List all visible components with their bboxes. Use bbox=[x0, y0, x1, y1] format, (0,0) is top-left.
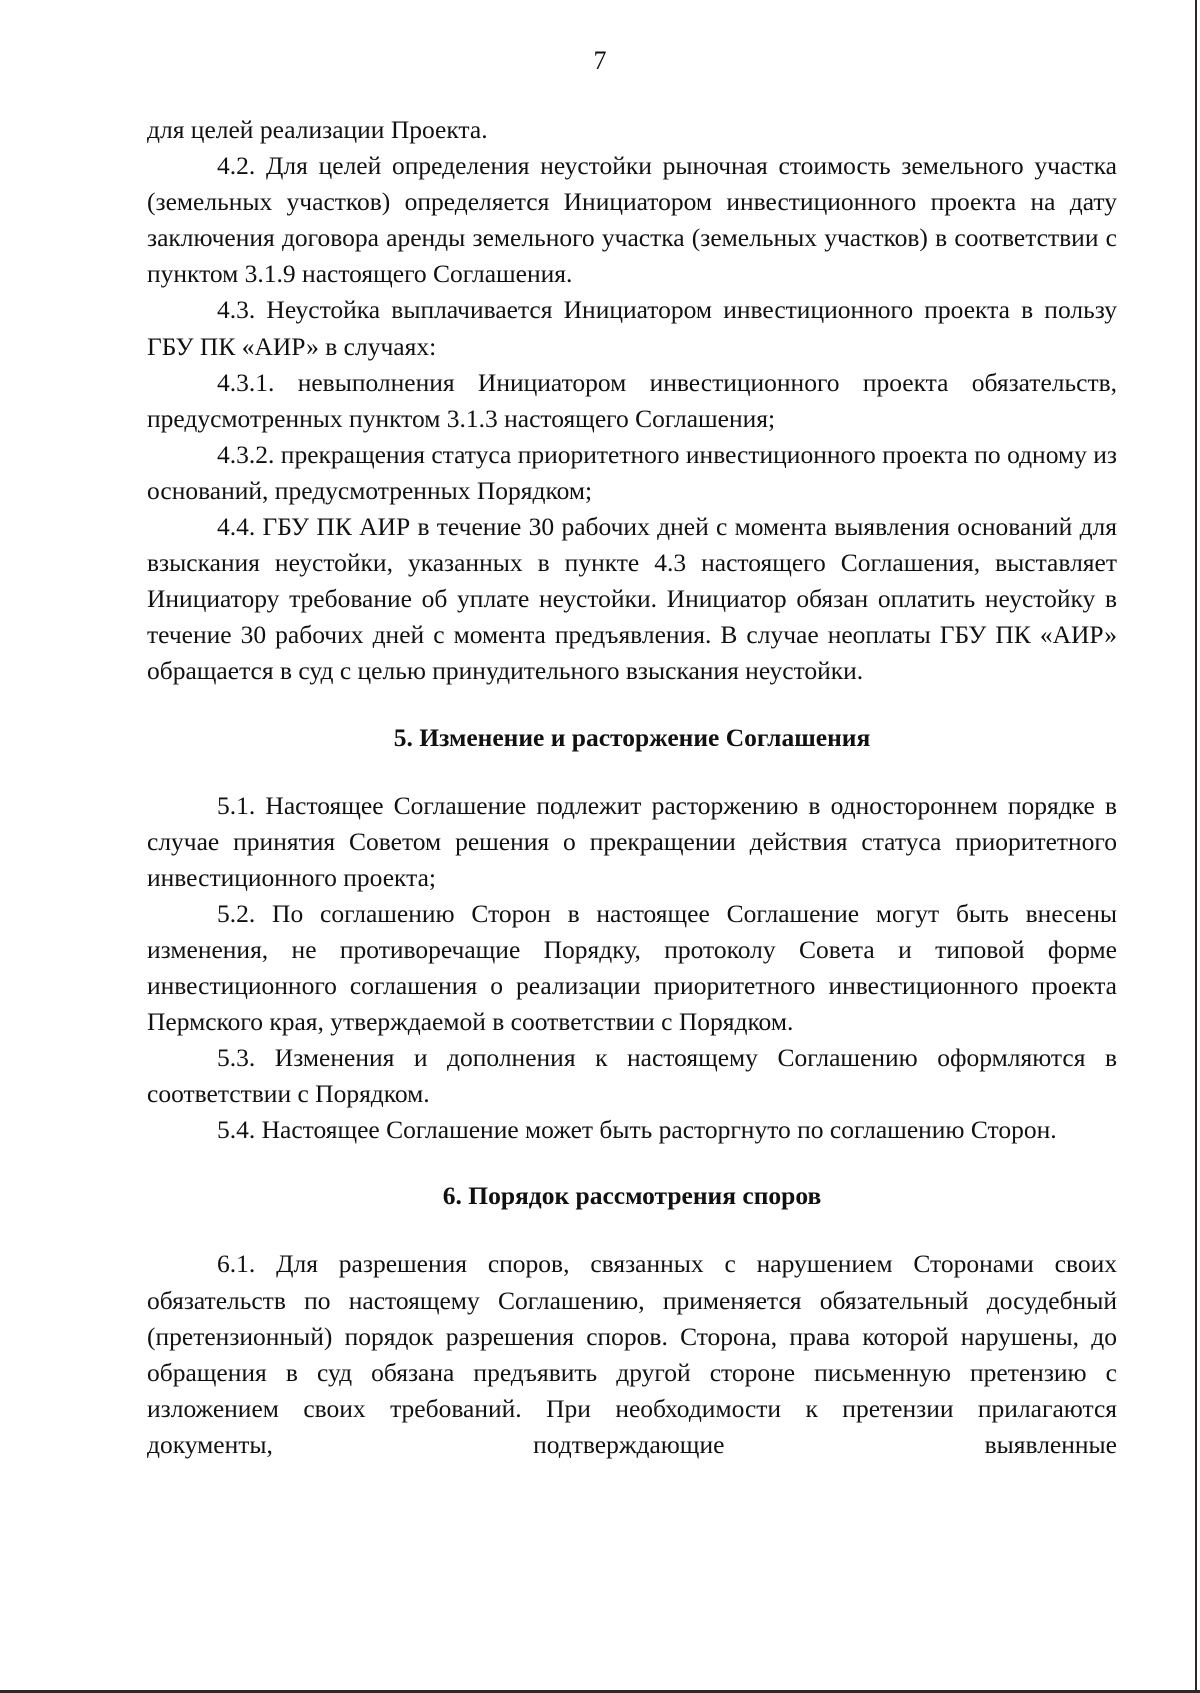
section-6-heading: 6. Порядок рассмотрения споров bbox=[442, 1181, 822, 1211]
spacer bbox=[147, 756, 1117, 788]
paragraph-4-3-2: 4.3.2. прекращения статуса приоритетного инвестиционного проекта по одному из оснований, предусмотренных Порядком; bbox=[147, 439, 1117, 505]
document-body bbox=[147, 112, 1117, 1463]
paragraph-4-3-1: 4.3.1. невыполнения Инициатором инвестиционного проекта обязательств, предусмотренных пунктом 3.1.3 настоящего Соглашения; bbox=[147, 367, 1117, 433]
paragraph-4-1-end: для целей реализации Проекта. bbox=[147, 115, 488, 144]
paragraph-5-4: 5.4. Настоящее Соглашение может быть расторгнуто по соглашению Сторон. bbox=[217, 1115, 1057, 1145]
paragraph-5-3: 5.3. Изменения и дополнения к настоящему Соглашению оформляются в соответствии с Порядком. bbox=[147, 1043, 1117, 1109]
spacer bbox=[147, 1148, 1117, 1178]
paragraph-4-4: 4.4. ГБУ ПК АИР в течение 30 рабочих дней с момента выявления оснований для взыскания неустойки, указанных в пункте 4.3 настоящего Соглашения, выставляет Инициатору требование об уплате неустойки. Инициатор обязан оплатить неустойку в течение 30 рабочих дней с момента предъявления. В случае неоплаты ГБУ ПК «АИР» обращается в суд с целью принудительного взыскания неустойки. bbox=[147, 512, 1117, 686]
page-number: 7 bbox=[593, 46, 607, 75]
section-5-heading: 5. Изменение и расторжение Соглашения bbox=[393, 722, 871, 752]
scan-edge-right bbox=[1195, 0, 1197, 1693]
paragraph-4-2: 4.2. Для целей определения неустойки рыночная стоимость земельного участка (земельных участков) определяется Инициатором инвестиционного проекта на дату заключения договора аренды земельного участка (земельных участков) в соответствии с пунктом 3.1.9 настоящего Соглашения. bbox=[147, 151, 1117, 289]
paragraph-5-2: 5.2. По соглашению Сторон в настоящее Соглашение могут быть внесены изменения, не противоречащие Порядку, протоколу Совета и типовой форме инвестиционного соглашения о реализации приоритетного инвестиционного проекта Пермского края, утверждаемой в соответствии с Порядком. bbox=[147, 898, 1117, 1037]
paragraph-5-1: 5.1. Настоящее Соглашение подлежит расторжению в одностороннем порядке в случае принятия Советом решения о прекращении действия статуса приоритетного инвестиционного проекта; bbox=[147, 790, 1117, 892]
spacer bbox=[147, 1214, 1117, 1246]
spacer bbox=[147, 690, 1117, 720]
paragraph-6-1: 6.1. Для разрешения споров, связанных с нарушением Сторонами своих обязательств по настоящему Соглашению, применяется обязательный досудебный (претензионный) порядок разрешения споров. Сторона, права которой нарушены, до обращения в суд обязана предъявить другой стороне письменную претензию с изложением своих требований. При необходимости к претензии прилагаются документы, подтверждающие выявленные bbox=[147, 1249, 1117, 1459]
paragraph-4-3: 4.3. Неустойка выплачивается Инициатором инвестиционного проекта в пользу ГБУ ПК «АИР» в случаях: bbox=[147, 295, 1117, 361]
